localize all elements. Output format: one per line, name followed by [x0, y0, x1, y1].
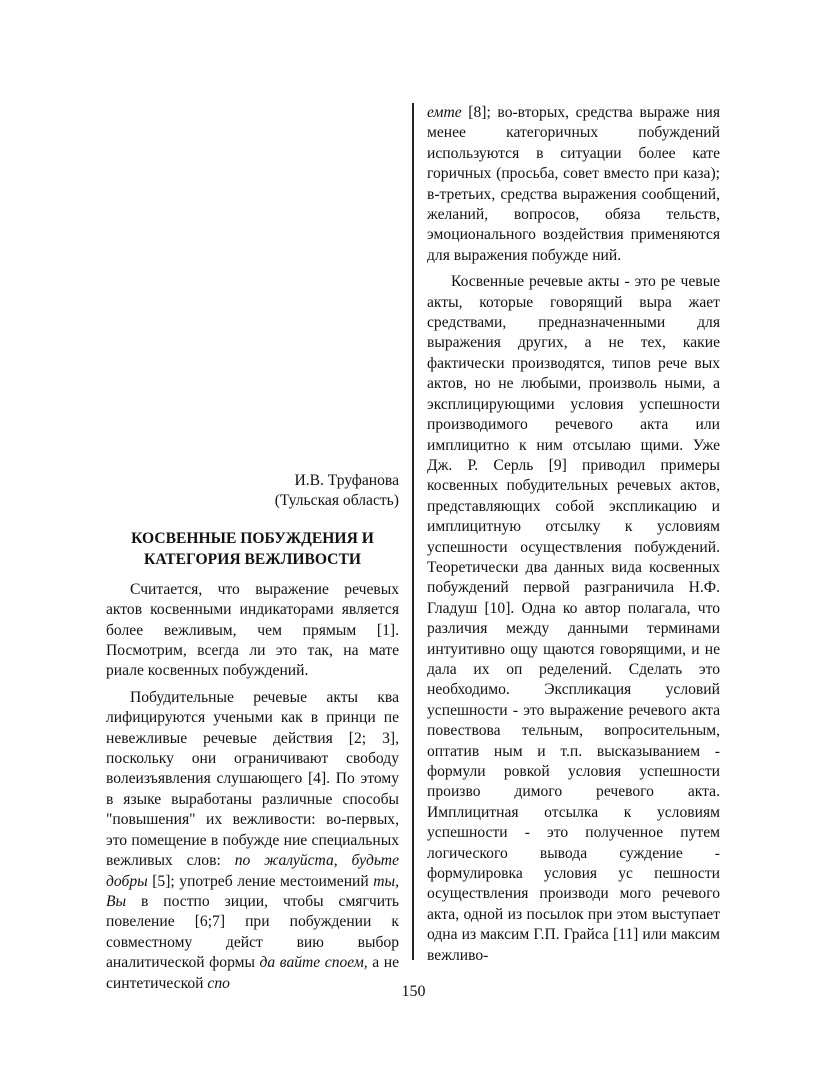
paragraph-text: а не синтетической	[106, 954, 399, 992]
top-spacer	[106, 103, 399, 471]
paragraph	[427, 103, 720, 266]
paragraph	[427, 272, 720, 966]
paragraph-text: Считается, что выражение речевых актов косвенными индикаторами является более вежливым, чем прямым [1]. Посмотрим, всегда ли это так, на мате риале косвенных побуждений.	[106, 580, 399, 680]
paragraph-text: в постпо зиции, чтобы смягчить повеление [6;7] при побуждении к совместному дейст вию выбор аналитической формы	[106, 892, 399, 972]
column-divider	[412, 103, 414, 960]
left-column	[106, 103, 399, 994]
paragraph	[106, 580, 399, 682]
title-line-1: КОСВЕННЫЕ ПОБУЖДЕНИЯ И	[131, 529, 374, 547]
paragraph-text: Косвенные речевые акты - это ре чевые акты, которые говорящий выра жает средствами, предназначенными для выражения других, а не тех, какие фактически производятся, типов рече вых актов, но не любыми, произволь ными, а эксплицирующими условия успешности производимого речевого акта или имплицитно к ним отсылаю щими. Уже Дж. Р. Серль [9] приводил примеры косвенных побудительных речевых актов, представляющих собой экспликацию и имплицитную отсылку к условиям успешности осуществления побуждений. Теоретически два данных вида косвенных побуждений первой разграничила Н.Ф. Гладуш [10]. Одна ко автор полагала, что различия между данными терминами интуитивно ощу щаются говорящими, и не дала их оп ределений. Сделать это необходимо. Экспликация условий успешности - это выражение речевого акта повествова тельным, вопросительным, оптатив ным и т.п. высказыванием - формули ровкой условия успешности произво димого речевого акта. Имплицитная отсылка к условиям успешности - это полученное путем логического вывода суждение - формулировка условия ус пешности осуществления производи мого речевого акта, одной из посылок при этом выступает одна из максим Г.П. Грайса [11] или максим вежливо-	[427, 273, 720, 964]
page-number: 150	[401, 983, 426, 1000]
paragraph	[106, 688, 399, 994]
right-column	[427, 103, 720, 966]
italic-example: ты, Вы	[106, 872, 399, 910]
italic-example: да вайте споем,	[259, 954, 368, 972]
italic-example: по жалуйста, будьте добры	[106, 852, 399, 890]
paragraph-text: Побудительные речевые акты ква лифицируются учеными как в принци пе невежливые речевые действия [2; 3], поскольку они ограничивают свободу волеизъявления слушающего [4]. По этому в языке выработаны различные способы "повышения" их вежливости: во-первых, это помещение в побужде ние специальных вежливых слов:	[106, 688, 399, 870]
italic-example: емте	[427, 104, 462, 121]
title-line-2: КАТЕГОРИЯ ВЕЖЛИВОСТИ	[144, 550, 361, 568]
italic-example: спо	[207, 974, 230, 992]
article-title	[106, 528, 399, 570]
author-region: (Тульская область)	[274, 492, 399, 510]
paragraph-text: [8]; во-вторых, средства выраже ния менее категоричных побуждений используются в ситуации более кате горичных (просьба, совет вместо при каза); в-третьих, средства выражения сообщений, желаний, вопросов, обяза тельств, эмоционального воздействия применяются для выражения побужде ний.	[427, 104, 720, 264]
author-name: И.В. Труфанова	[294, 472, 399, 489]
paragraph-text: [5]; употреб ление местоимений	[147, 872, 374, 890]
